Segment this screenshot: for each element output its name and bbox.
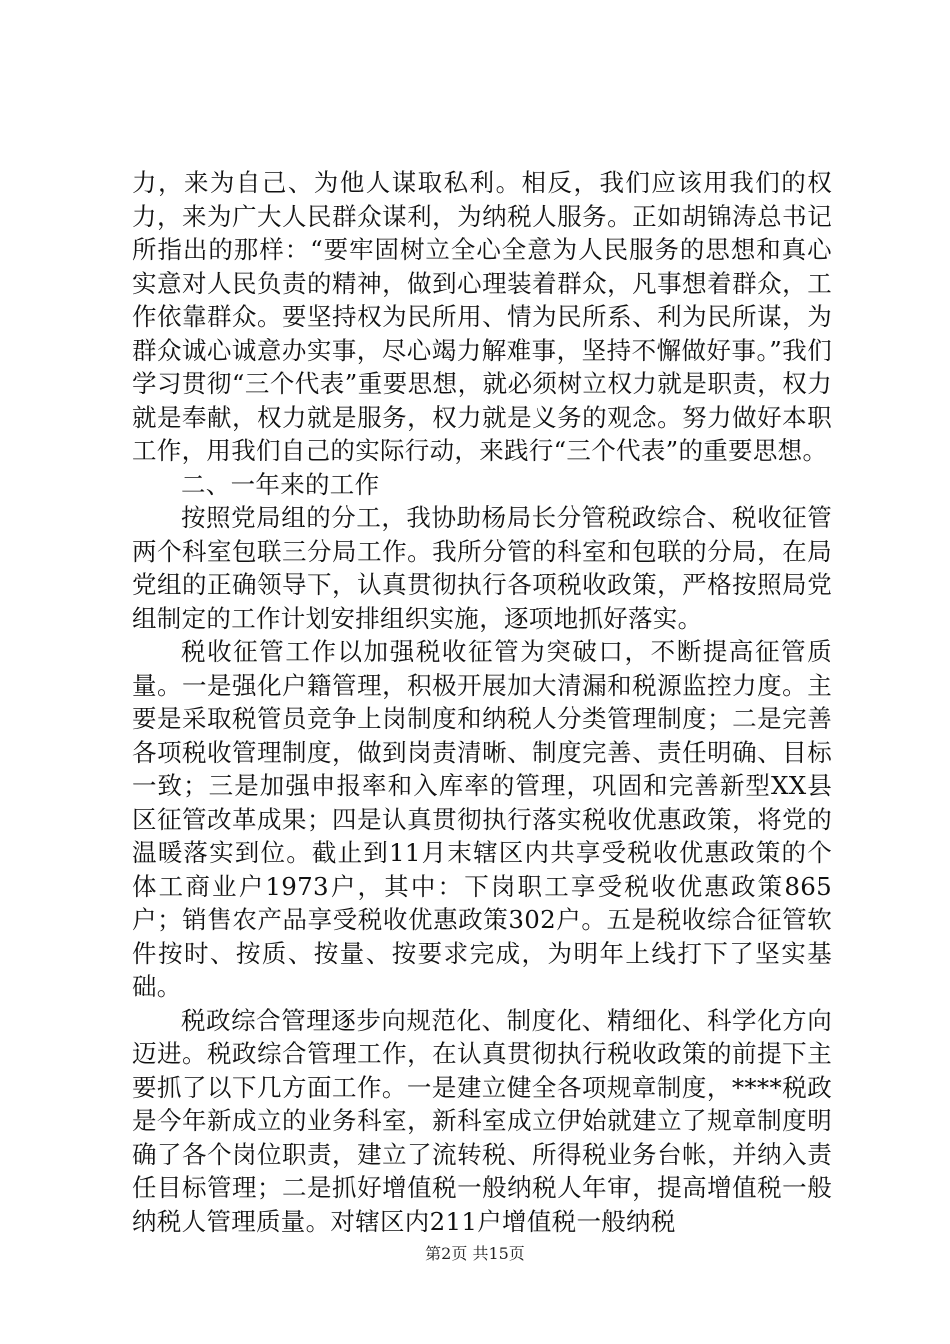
body-paragraph-4: 税政综合管理逐步向规范化、制度化、精细化、科学化方向迈进。税政综合管理工作，在认真贯彻执行税收政策的前提下主要抓了以下几方面工作。一是建立健全各项规章制度，****税政是今年新成立的业务科室，新科室成立伊始就建立了规章制度明确了各个岗位职责，建立了流转税、所得税业务台帐，并纳入责任目标管理；二是抓好增值税一般纳税人年审，提高增值税一般纳税人管理质量。对辖区内211户增值税一般纳税 <box>132 1005 832 1236</box>
body-paragraph-3: 税收征管工作以加强税收征管为突破口，不断提高征管质量。一是强化户籍管理，积极开展加大清漏和税源监控力度。主要是采取税管员竞争上岗制度和纳税人分类管理制度；二是完善各项税收管理制度，做到岗责清晰、制度完善、责任明确、目标一致；三是加强申报率和入库率的管理，巩固和完善新型XX县区征管改革成果；四是认真贯彻执行落实税收优惠政策，将党的温暖落实到位。截止到11月末辖区内共享受税收优惠政策的个体工商业户1973户，其中：下岗职工享受税收优惠政策865户；销售农产品享受税收优惠政策302户。五是税收综合征管软件按时、按质、按量、按要求完成，为明年上线打下了坚实基础。 <box>132 637 832 1001</box>
section-heading: 二、一年来的工作 <box>181 469 380 499</box>
document-body <box>132 166 832 1238</box>
page-footer: 第2页 共15页 <box>425 1244 525 1263</box>
body-paragraph-2: 按照党局组的分工，我协助杨局长分管税政综合、税收征管两个科室包联三分局工作。我所分管的科室和包联的分局，在局党组的正确领导下，认真贯彻执行各项税收政策，严格按照局党组制定的工作计划安排组织实施，逐项地抓好落实。 <box>132 503 832 633</box>
body-paragraph-1: 力，来为自己、为他人谋取私利。相反，我们应该用我们的权力，来为广大人民群众谋利，为纳税人服务。正如胡锦涛总书记所指出的那样：“要牢固树立全心全意为人民服务的思想和真心实意对人民负责的精神，做到心理装着群众，凡事想着群众，工作依靠群众。要坚持权为民所用、情为民所系、利为民所谋，为群众诚心诚意办实事，尽心竭力解难事，坚持不懈做好事。”我们学习贯彻“三个代表”重要思想，就必须树立权力就是职责，权力就是奉献，权力就是服务，权力就是义务的观念。努力做好本职工作，用我们自己的实际行动，来践行“三个代表”的重要思想。 <box>132 168 832 465</box>
